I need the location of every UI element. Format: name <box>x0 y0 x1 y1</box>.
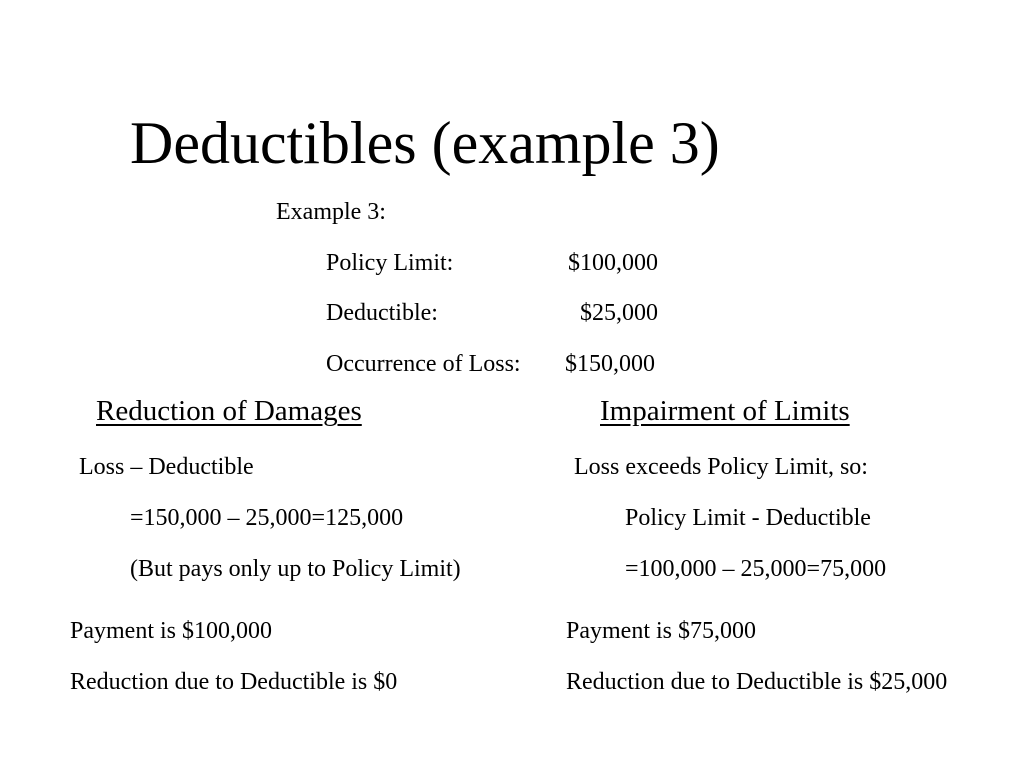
left-line-1: Loss – Deductible <box>79 454 254 480</box>
left-line-2: =150,000 – 25,000=125,000 <box>130 505 404 531</box>
loss-label: Occurrence of Loss: <box>326 351 521 377</box>
example-heading: Example 3: <box>276 199 386 225</box>
left-line-3: (But pays only up to Policy Limit) <box>130 556 461 582</box>
right-line-1: Loss exceeds Policy Limit, so: <box>574 454 868 480</box>
slide-title: Deductibles (example 3) <box>130 110 720 176</box>
right-line-2: Policy Limit - Deductible <box>625 505 871 531</box>
deductible-value: $25,000 <box>580 300 658 326</box>
deductible-label: Deductible: <box>326 300 438 326</box>
left-reduction: Reduction due to Deductible is $0 <box>70 669 398 695</box>
left-payment: Payment is $100,000 <box>70 618 272 644</box>
policy-limit-label: Policy Limit: <box>326 250 454 276</box>
right-payment: Payment is $75,000 <box>566 618 756 644</box>
reduction-of-damages-heading: Reduction of Damages <box>96 395 362 427</box>
loss-value: $150,000 <box>565 351 655 377</box>
policy-limit-value: $100,000 <box>568 250 658 276</box>
impairment-of-limits-heading: Impairment of Limits <box>600 395 850 427</box>
right-reduction: Reduction due to Deductible is $25,000 <box>566 669 948 695</box>
right-line-3: =100,000 – 25,000=75,000 <box>625 556 887 582</box>
